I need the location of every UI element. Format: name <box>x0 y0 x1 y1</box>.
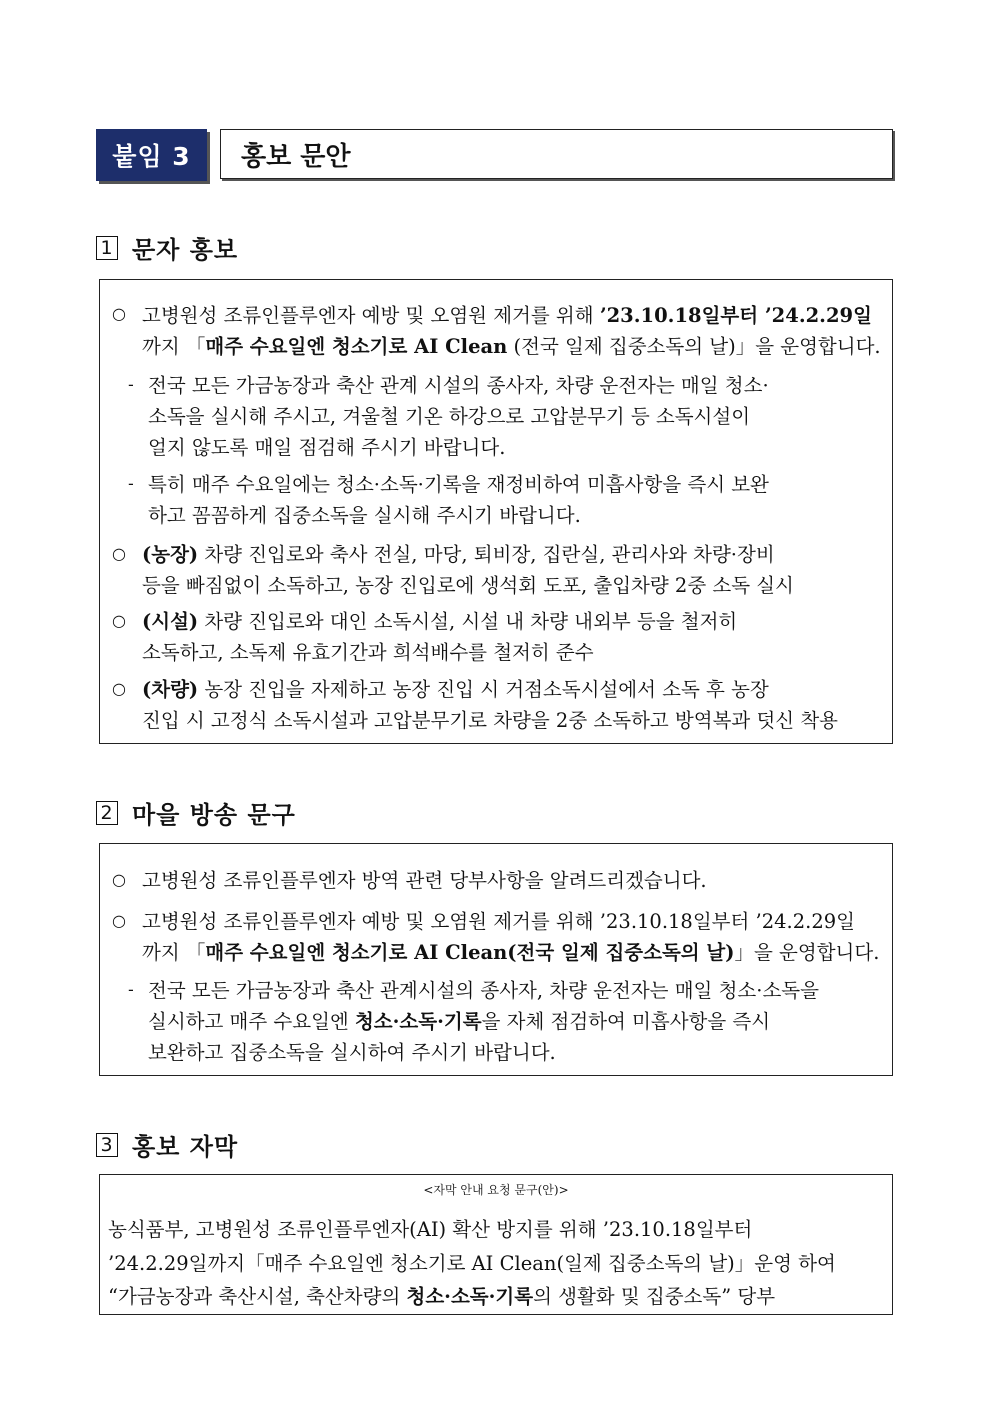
text-line: 고병원성 조류인플루엔자 방역 관련 당부사항을 알려드리겠습니다. <box>142 869 707 892</box>
text-line: (농장) 차량 진입로와 축사 전실, 마당, 퇴비장, 집란실, 관리사와 차량·장비 <box>142 543 775 566</box>
section-title: 문자 홍보 <box>132 235 239 264</box>
text-line: 전국 모든 가금농장과 축산 관계시설의 종사자, 차량 운전자는 매일 청소·소독을 <box>148 979 819 1002</box>
text-line: ’24.2.29일까지「매주 수요일엔 청소기로 AI Clean(일제 집중소독의 날)」운영 하여 <box>108 1252 836 1275</box>
text-line: 까지 「매주 수요일엔 청소기로 AI Clean (전국 일제 집중소독의 날)」을 운영합니다. <box>142 335 881 358</box>
bullet-icon: ○ <box>112 679 126 698</box>
text-line: (차량) 농장 진입을 자제하고 농장 진입 시 거점소독시설에서 소독 후 농장 <box>142 678 769 701</box>
text-line: 실시하고 매주 수요일엔 청소·소독·기록을 자체 점검하여 미흡사항을 즉시 <box>148 1010 771 1033</box>
bullet-icon: ○ <box>112 911 126 930</box>
section-title: 홍보 자막 <box>132 1132 239 1161</box>
text-line: 소독을 실시해 주시고, 겨울철 기온 하강으로 고압분무기 등 소독시설이 <box>148 405 751 428</box>
bullet-icon: ○ <box>112 544 126 563</box>
section-number: 1 <box>96 236 118 260</box>
text-line: 까지 「매주 수요일엔 청소기로 AI Clean(전국 일제 집중소독의 날)」을 운영합니다. <box>142 941 880 964</box>
section-3-heading <box>96 1127 238 1162</box>
text-line: 소독하고, 소독제 유효기간과 희석배수를 철저히 준수 <box>142 641 594 664</box>
section-1-heading <box>96 230 238 265</box>
page-title: 홍보 문안 <box>220 129 893 179</box>
bullet-icon: ○ <box>112 870 126 889</box>
section-2-heading <box>96 795 296 830</box>
text-line: 고병원성 조류인플루엔자 예방 및 오염원 제거를 위해 ’23.10.18일부터 ’24.2.29일 <box>142 304 872 327</box>
caption-heading: <자막 안내 요청 문구(안)> <box>423 1183 569 1197</box>
text-line: 보완하고 집중소독을 실시하여 주시기 바랍니다. <box>148 1041 556 1064</box>
text-line: 등을 빠짐없이 소독하고, 농장 진입로에 생석회 도포, 출입차량 2중 소독 실시 <box>142 574 794 597</box>
text-line: 특히 매주 수요일에는 청소·소독·기록을 재정비하여 미흡사항을 즉시 보완 <box>148 473 769 496</box>
broadcast-box <box>99 843 893 1076</box>
bullet-icon: ○ <box>112 611 126 630</box>
bullet-icon: ○ <box>112 304 126 323</box>
text-line: 하고 꼼꼼하게 집중소독을 실시해 주시기 바랍니다. <box>148 504 581 527</box>
sms-promotion-box <box>99 279 893 744</box>
text-line: 얼지 않도록 매일 점검해 주시기 바랍니다. <box>148 436 506 459</box>
section-title: 마을 방송 문구 <box>132 800 296 829</box>
dash-marker: - <box>128 474 134 493</box>
section-number: 3 <box>96 1133 118 1157</box>
section-number: 2 <box>96 801 118 825</box>
dash-marker: - <box>128 375 134 394</box>
text-line: 전국 모든 가금농장과 축산 관계 시설의 종사자, 차량 운전자는 매일 청소· <box>148 374 769 397</box>
attachment-badge: 붙임 3 <box>96 129 207 181</box>
text-line: 진입 시 고정식 소독시설과 고압분무기로 차량을 2중 소독하고 방역복과 덧신 착용 <box>142 709 839 732</box>
text-line: (시설) 차량 진입로와 대인 소독시설, 시설 내 차량 내외부 등을 철저히 <box>142 610 738 633</box>
text-line: “가금농장과 축산시설, 축산차량의 청소·소독·기록의 생활화 및 집중소독” 당부 <box>108 1285 776 1308</box>
dash-marker: - <box>128 980 134 999</box>
caption-box <box>99 1174 893 1315</box>
text-line: 고병원성 조류인플루엔자 예방 및 오염원 제거를 위해 ’23.10.18일부터 ’24.2.29일 <box>142 910 856 933</box>
text-line: 농식품부, 고병원성 조류인플루엔자(AI) 확산 방지를 위해 ’23.10.18일부터 <box>108 1218 753 1241</box>
